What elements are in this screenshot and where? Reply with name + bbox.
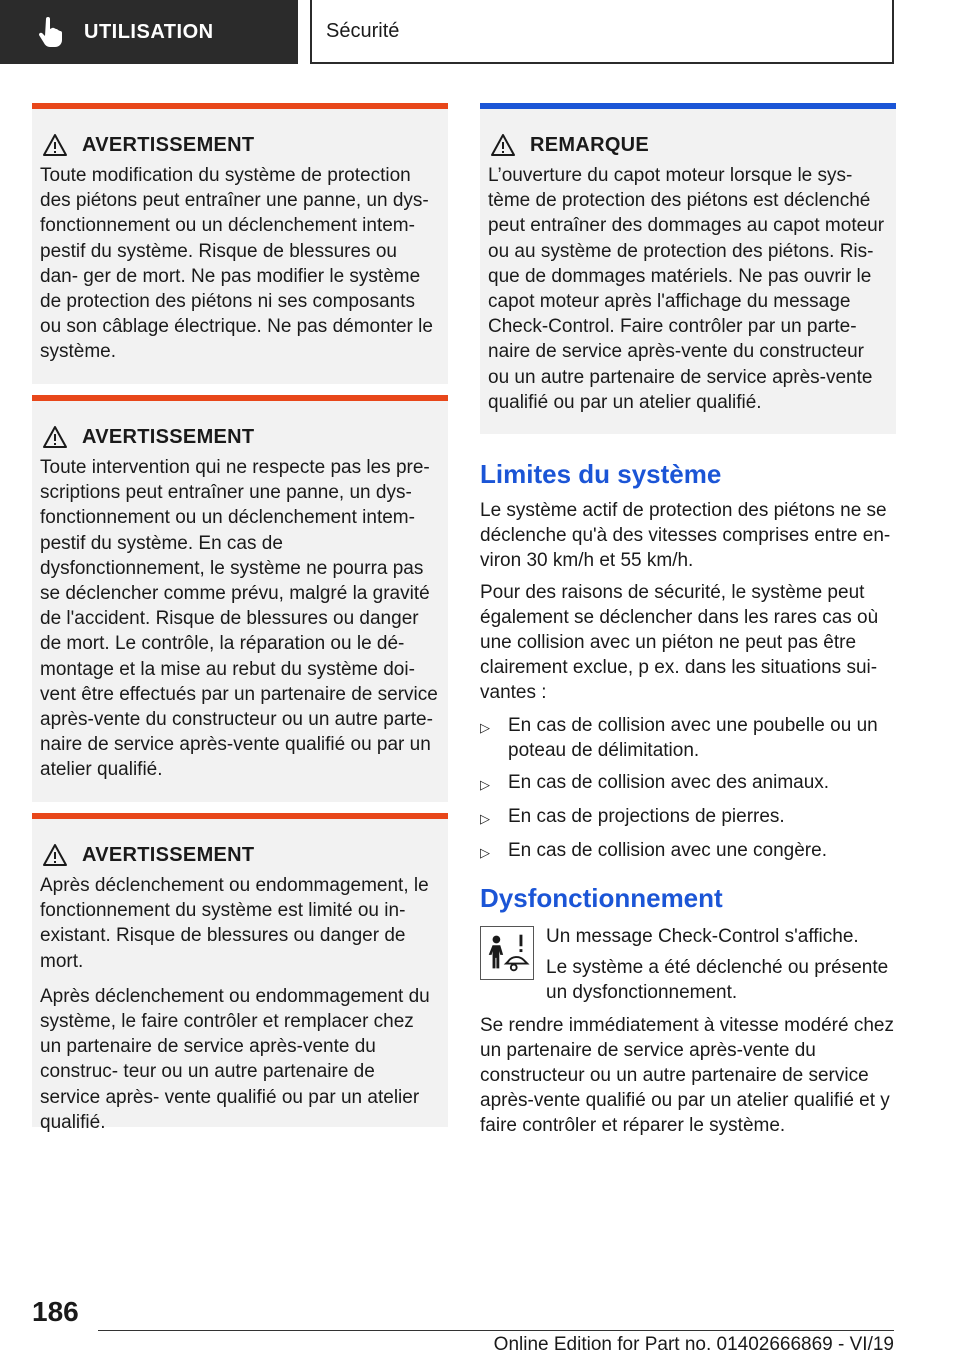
list-item-text: En cas de projections de pierres. (508, 806, 785, 828)
section-tab (310, 0, 894, 64)
warning-text: Après déclenchement ou endommagement, le fonctionnement du système est limité ou in- existant. Risque de blessures ou danger de mort. (40, 875, 429, 972)
malfunction-paragraph: Se rendre immédiatement à vitesse modéré chez un partenaire de service après-vente du constructeur ou un autre partenaire de service après-vente qualifié ou par un atelier qualifié et y faire contrôler et réparer le système. (480, 1014, 894, 1137)
limits-heading: Limites du système (480, 459, 722, 489)
warning-box-2 (32, 395, 448, 802)
list-item-text: En cas de collision avec une congère. (508, 840, 827, 862)
note-title: REMARQUE (530, 133, 650, 156)
hand-pointer-icon (38, 17, 68, 47)
note-text: L’ouverture du capot moteur lorsque le sys- tème de protection des piétons est déclenché peut entraîner des dommages au capot moteur ou au système de protection des piétons. Ris- que de dommages matériels. Ne pas ouvrir le capot moteur après l'affichage du message Check-Control. Faire contrôler par un parte- naire de service après-vente du constructeur ou un autre partenaire de service après-vente qualifié ou par un atelier qualifié. (488, 165, 885, 413)
warning-title: AVERTISSEMENT (82, 133, 255, 156)
list-item-text: En cas de collision avec une poubelle ou un poteau de délimitation. (508, 714, 878, 761)
footer-edition: Online Edition for Part no. 01402666869 - VI/19 (493, 1334, 894, 1355)
triangle-bullet-icon: ▷ (480, 811, 490, 827)
malfunction-indicator-row (480, 924, 896, 1006)
triangle-bullet-icon: ▷ (480, 845, 490, 861)
warning-triangle-icon (42, 133, 68, 157)
chapter-tab[interactable] (0, 0, 298, 64)
warning-title-row (40, 423, 440, 451)
list-item-text: En cas de collision avec des animaux. (508, 772, 830, 794)
limits-paragraph-2: Pour des raisons de sécurité, le système peut également se déclencher dans les rares cas où une collision avec un piéton ne peut pas être clairement exclue, p ex. dans les situations sui- vantes : (480, 581, 879, 704)
warning-box-3 (32, 813, 448, 1133)
page-number: 186 (32, 1296, 79, 1327)
warning-title: AVERTISSEMENT (82, 843, 255, 866)
malfunction-heading: Dysfonctionnement (480, 883, 723, 913)
malfunction-indicator-text (546, 924, 896, 1006)
section-label: Sécurité (326, 19, 400, 42)
note-box (480, 103, 896, 434)
triangle-bullet-icon: ▷ (480, 719, 490, 735)
footer-divider (98, 1330, 894, 1331)
pedestrian-protection-warning-icon (480, 926, 534, 980)
limits-section (480, 458, 896, 873)
warning-box-1 (32, 103, 448, 384)
malfunction-section (480, 882, 896, 1139)
list-item (480, 838, 896, 865)
list-item (480, 713, 896, 763)
warning-text: Après déclenchement ou endommagement du système, le faire contrôler et remplacer chez un partenaire de service après-vente du construc- teur ou un autre partenaire de service après- vente qualifié ou par un atelier qualifié. (40, 985, 430, 1133)
note-title-row (488, 131, 888, 159)
malfunction-line-2: Le système a été déclenché ou présente un dysfonctionnement. (546, 957, 889, 1004)
malfunction-line-1: Un message Check-Control s'affiche. (546, 926, 859, 947)
warning-title: AVERTISSEMENT (82, 425, 255, 448)
warning-title-row (40, 841, 440, 869)
chapter-label: UTILISATION (84, 20, 214, 43)
warning-text: Toute modification du système de protection des piétons peut entraîner une panne, un dys- fonctionnement ou un déclenchement intem- pestif du système. Risque de blessures ou dan- ger de mort. Ne pas modifier le système de protection des piétons ni ses composants ou son câblage électrique. Ne pas démonter le système. (40, 165, 433, 363)
triangle-bullet-icon: ▷ (480, 777, 490, 793)
warning-title-row (40, 131, 440, 159)
limits-bullet-list (480, 713, 896, 866)
warning-triangle-icon (42, 425, 68, 449)
list-item (480, 804, 896, 831)
limits-paragraph-1: Le système actif de protection des piétons ne se déclenche qu'à des vitesses comprises entre en- viron 30 km/h et 55 km/h. (480, 500, 891, 572)
warning-triangle-icon (42, 843, 68, 867)
warning-text: Toute intervention qui ne respecte pas les pre- scriptions peut entraîner une panne, un dys- fonctionnement ou un déclenchement intem- pestif du système. En cas de dysfonctionnement, le système ne pourra pas se déclencher comme prévu, malgré la gravité de l'accident. Risque de blessures ou danger de mort. Le contrôle, la réparation ou le dé- montage et la mise au rebut du système doi- vent être effectués par un partenaire de service après-vente du constructeur ou un autre parte- naire de service après-vente qualifié ou par un atelier qualifié. (40, 457, 438, 781)
warning-triangle-icon (490, 133, 516, 157)
list-item (480, 770, 896, 797)
